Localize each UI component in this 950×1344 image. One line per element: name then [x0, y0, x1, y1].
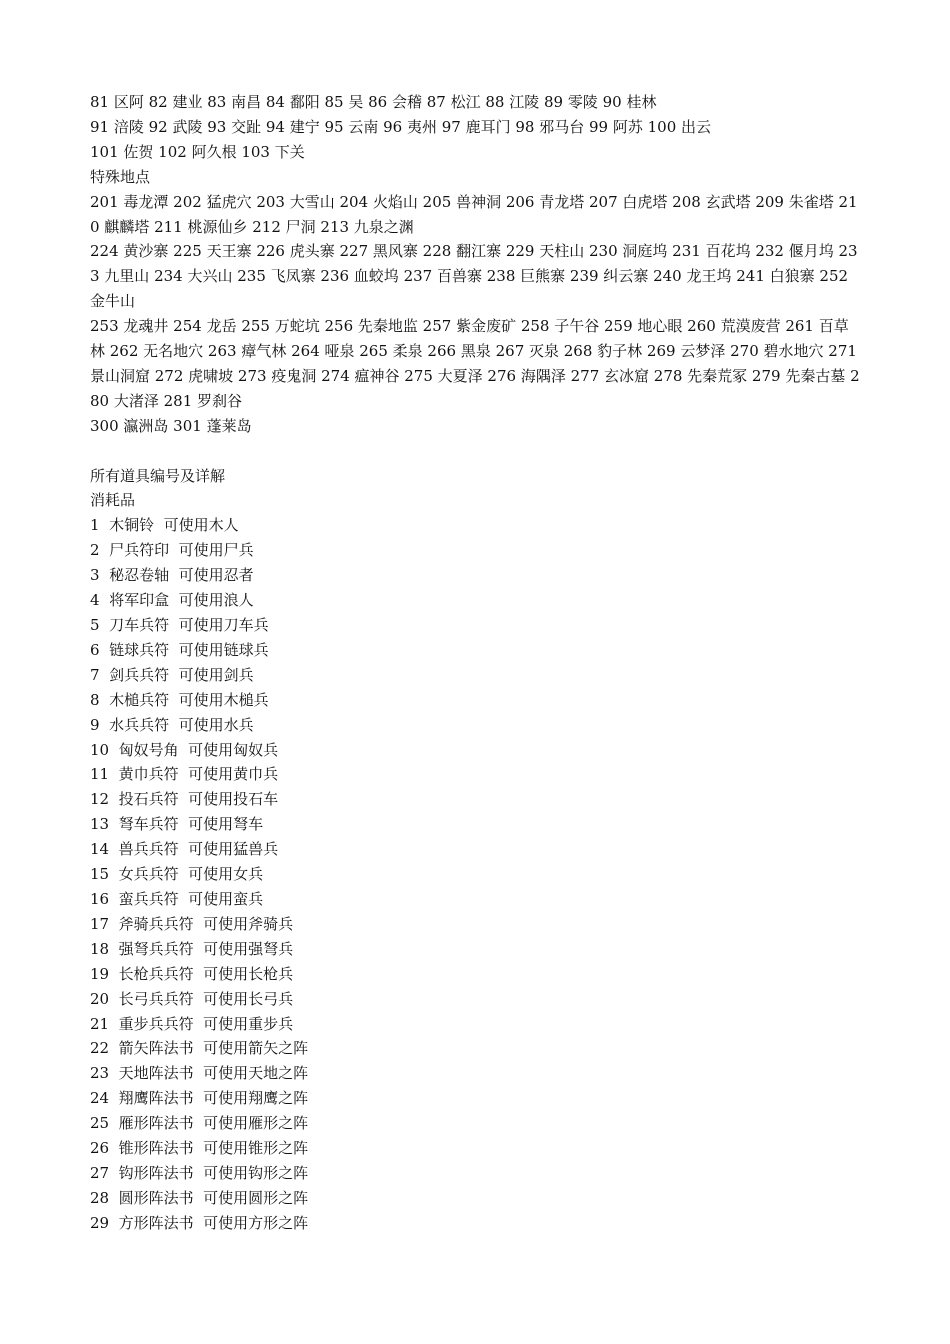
consumable-item: 23 天地阵法书 可使用天地之阵 [90, 1064, 309, 1083]
consumable-item: 6 链球兵符 可使用链球兵 [90, 640, 269, 659]
location-line: 101 佐贺 102 阿久根 103 下关 [90, 142, 305, 161]
consumable-item: 13 弩车兵符 可使用弩车 [90, 815, 264, 834]
consumable-item: 26 锥形阵法书 可使用锥形之阵 [90, 1139, 309, 1158]
consumable-item: 9 水兵兵符 可使用水兵 [90, 715, 254, 734]
special-locations-heading: 特殊地点 [90, 167, 151, 186]
consumable-item: 22 箭矢阵法书 可使用箭矢之阵 [90, 1039, 309, 1058]
blank-line [90, 439, 860, 464]
location-line: 81 区阿 82 建业 83 南昌 84 鄱阳 85 吴 86 会稽 87 松江 88 江陵 89 零陵 90 桂林 [90, 93, 657, 111]
consumable-item: 2 尸兵符印 可使用尸兵 [90, 541, 254, 560]
document-page [90, 90, 860, 1236]
consumable-item: 28 圆形阵法书 可使用圆形之阵 [90, 1188, 309, 1207]
consumable-item: 14 兽兵兵符 可使用猛兽兵 [90, 840, 279, 859]
consumable-item: 21 重步兵兵符 可使用重步兵 [90, 1014, 294, 1033]
consumable-item: 18 强弩兵兵符 可使用强弩兵 [90, 939, 294, 958]
consumable-item: 8 木槌兵符 可使用木槌兵 [90, 690, 269, 709]
consumable-item: 17 斧骑兵兵符 可使用斧骑兵 [90, 914, 294, 933]
items-heading: 所有道具编号及详解 [90, 466, 226, 485]
consumable-item: 27 钩形阵法书 可使用钩形之阵 [90, 1163, 309, 1182]
consumable-item: 1 木铜铃 可使用木人 [90, 516, 239, 535]
consumable-item: 11 黄巾兵符 可使用黄巾兵 [90, 765, 279, 784]
special-location-paragraph: 253 龙魂井 254 龙岳 255 万蛇坑 256 先秦地监 257 紫金废矿 258 子午谷 259 地心眼 260 荒漠废营 261 百草林 262 无名地穴 263 瘴气林 264 哑泉 265 柔泉 266 黑泉 267 灭泉 268 豹子林 269 云梦泽 270 碧水地穴 271 景山洞窟 272 虎啸坡 273 疫鬼洞 274 瘟神谷 275 大夏泽 276 海隅泽 277 玄冰窟 278 先秦荒冢 279 先秦古墓 280 大渚泽 281 罗刹谷 [90, 317, 862, 410]
consumable-item: 16 蛮兵兵符 可使用蛮兵 [90, 889, 264, 908]
consumable-item: 5 刀车兵符 可使用刀车兵 [90, 616, 269, 635]
consumable-item: 4 将军印盒 可使用浪人 [90, 591, 254, 610]
special-location-paragraph: 300 瀛洲岛 301 蓬莱岛 [90, 416, 252, 435]
consumable-item: 29 方形阵法书 可使用方形之阵 [90, 1213, 309, 1232]
consumable-item: 19 长枪兵兵符 可使用长枪兵 [90, 964, 294, 983]
consumables-heading: 消耗品 [90, 491, 136, 510]
consumable-item: 24 翔鹰阵法书 可使用翔鹰之阵 [90, 1089, 309, 1108]
consumable-item: 10 匈奴号角 可使用匈奴兵 [90, 740, 279, 759]
special-location-paragraph: 224 黄沙寨 225 天王寨 226 虎头寨 227 黑风寨 228 翻江寨 229 天柱山 230 洞庭坞 231 百花坞 232 偃月坞 233 九里山 234 大兴山 235 飞凤寨 236 血蛟坞 237 百兽寨 238 巨熊寨 239 纠云寨 240 龙王坞 241 白狼寨 252 金牛山 [90, 242, 858, 311]
location-line: 91 涪陵 92 武陵 93 交趾 94 建宁 95 云南 96 夷州 97 鹿耳门 98 邪马台 99 阿苏 100 出云 [90, 117, 712, 136]
consumable-item: 7 剑兵兵符 可使用剑兵 [90, 665, 254, 684]
consumable-item: 3 秘忍卷轴 可使用忍者 [90, 566, 254, 585]
consumable-item: 15 女兵兵符 可使用女兵 [90, 865, 264, 884]
consumable-item: 25 雁形阵法书 可使用雁形之阵 [90, 1114, 309, 1133]
consumable-item: 12 投石兵符 可使用投石车 [90, 790, 279, 809]
consumables-list [90, 513, 860, 1235]
consumable-item: 20 长弓兵兵符 可使用长弓兵 [90, 989, 294, 1008]
special-location-paragraph: 201 毒龙潭 202 猛虎穴 203 大雪山 204 火焰山 205 兽神洞 206 青龙塔 207 白虎塔 208 玄武塔 209 朱雀塔 210 麒麟塔 211 桃源仙乡 212 尸洞 213 九泉之渊 [90, 192, 858, 236]
